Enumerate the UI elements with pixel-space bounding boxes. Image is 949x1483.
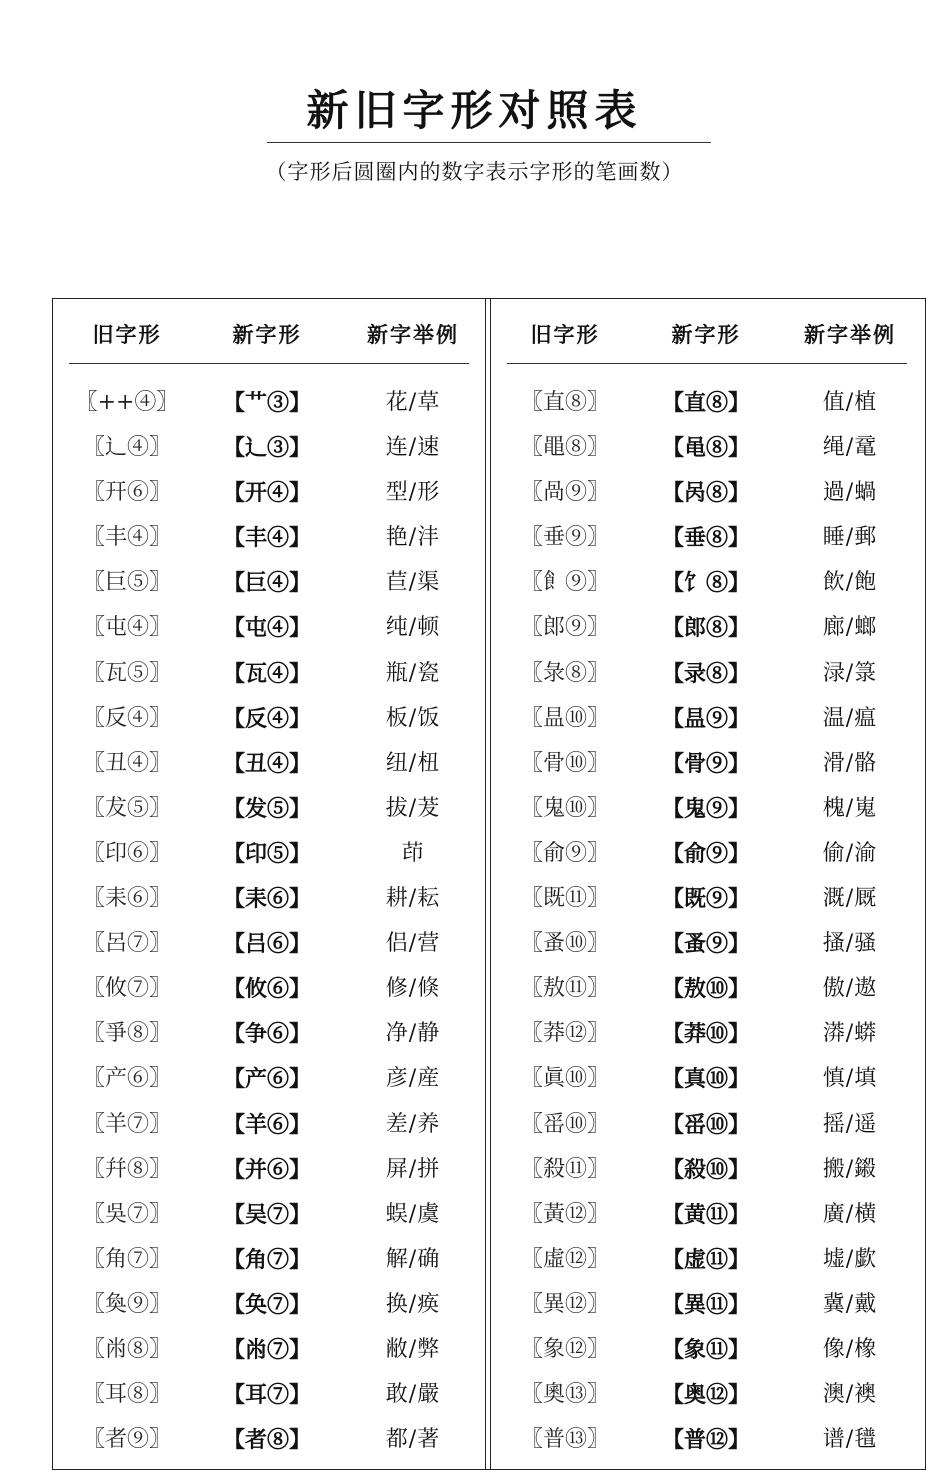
example-chars-cell: 侣/营 [385, 931, 441, 957]
left-rows [53, 381, 485, 1463]
table-row [491, 967, 925, 1012]
old-form-cell: 〖耒⑥〗 [82, 886, 171, 912]
old-form-cell: 〖直⑧〗 [520, 390, 609, 415]
new-form-cell: 【吕⑥】 [222, 931, 311, 958]
old-form-cell: 〖犮⑤〗 [82, 795, 171, 821]
table-row [491, 606, 925, 651]
example-chars-cell: 滑/骼 [822, 750, 878, 776]
table-row [491, 1418, 925, 1463]
table-row [491, 381, 925, 426]
example-chars-cell: 敢/嚴 [385, 1382, 441, 1408]
table-row [491, 1328, 925, 1373]
new-form-cell: 【黾⑧】 [661, 435, 750, 462]
header-old-form: 旧字形 [530, 323, 600, 347]
new-form-cell: 【既⑨】 [661, 886, 750, 913]
table-row [53, 606, 485, 651]
example-chars-cell: 差/养 [385, 1111, 441, 1137]
example-chars-cell: 型/形 [385, 480, 441, 506]
old-form-cell: 〖昷⑩〗 [520, 705, 609, 731]
example-chars-cell: 板/饭 [385, 705, 441, 731]
table-row [491, 1012, 925, 1057]
table-row [491, 471, 925, 516]
old-form-cell: 〖吳⑦〗 [82, 1201, 171, 1227]
example-chars-cell: 像/橡 [822, 1336, 878, 1362]
right-header-row [491, 317, 925, 353]
old-form-cell: 〖角⑦〗 [82, 1246, 171, 1272]
example-chars-cell: 值/植 [822, 390, 878, 415]
new-form-cell: 【鬼⑨】 [661, 795, 750, 822]
table-row [53, 697, 485, 742]
header-new-form: 新字形 [671, 323, 741, 347]
old-form-cell: 〖垂⑨〗 [520, 525, 609, 551]
right-panel [491, 299, 925, 1469]
table-row [491, 426, 925, 471]
example-chars-cell: 拔/茇 [385, 795, 441, 821]
table-row [491, 922, 925, 967]
old-form-cell: 〖辶④〗 [82, 435, 171, 461]
table-row [53, 471, 485, 516]
old-form-cell: 〖攸⑦〗 [82, 976, 171, 1002]
table-row [491, 1148, 925, 1193]
old-form-cell: 〖巨⑤〗 [82, 570, 171, 596]
old-form-cell: 〖者⑨〗 [82, 1427, 171, 1453]
new-form-cell: 【莽⑩】 [661, 1021, 750, 1048]
table-row [491, 1238, 925, 1283]
new-form-cell: 【普⑫】 [661, 1427, 750, 1454]
example-chars-cell: 漭/蟒 [822, 1021, 878, 1047]
new-form-cell: 【吴⑦】 [222, 1201, 311, 1228]
table-row [53, 1012, 485, 1057]
table-row [53, 922, 485, 967]
new-form-cell: 【奂⑦】 [222, 1291, 311, 1318]
new-form-cell: 【丰④】 [222, 525, 311, 552]
example-chars-cell: 净/静 [385, 1021, 441, 1047]
new-form-cell: 【产⑥】 [222, 1066, 311, 1093]
example-chars-cell: 解/确 [385, 1246, 441, 1272]
old-form-cell: 〖骨⑩〗 [520, 750, 609, 776]
table-row [491, 1193, 925, 1238]
right-header-rule [507, 363, 907, 364]
example-chars-cell: 苣/渠 [385, 570, 441, 596]
new-form-cell: 【奥⑫】 [661, 1382, 750, 1409]
old-form-cell: 〖黽⑧〗 [520, 435, 609, 461]
old-form-cell: 〖郎⑨〗 [520, 615, 609, 641]
new-form-cell: 【争⑥】 [222, 1021, 311, 1048]
old-form-cell: 〖爭⑧〗 [82, 1021, 171, 1047]
example-chars-cell: 搔/骚 [822, 931, 878, 957]
new-form-cell: 【辶③】 [222, 435, 311, 462]
page-title: 新旧字形对照表 [306, 86, 643, 135]
old-form-cell: 〖幵⑥〗 [82, 480, 171, 506]
new-form-cell: 【蚤⑨】 [661, 931, 750, 958]
new-form-cell: 【印⑤】 [222, 840, 311, 867]
old-form-cell: 〖異⑫〗 [520, 1291, 609, 1317]
old-form-cell: 〖奧⑬〗 [520, 1382, 609, 1408]
example-chars-cell: 修/倏 [385, 976, 441, 1002]
example-chars-cell: 飲/飽 [822, 570, 878, 596]
new-form-cell: 【呙⑧】 [661, 480, 750, 507]
table-row [53, 1328, 485, 1373]
new-form-cell: 【直⑧】 [661, 390, 750, 416]
example-chars-cell: 花/草 [385, 390, 441, 415]
old-form-cell: 〖眞⑩〗 [520, 1066, 609, 1092]
table-row [491, 561, 925, 606]
new-form-cell: 【发⑤】 [222, 795, 311, 822]
new-form-cell: 【昷⑨】 [661, 705, 750, 732]
table-row [53, 1148, 485, 1193]
left-header-rule [69, 363, 469, 364]
example-chars-cell: 慎/填 [822, 1066, 878, 1092]
example-chars-cell: 艳/沣 [385, 525, 441, 551]
new-form-cell: 【艹③】 [222, 390, 311, 416]
table-row [53, 426, 485, 471]
table-row [491, 787, 925, 832]
old-form-cell: 〖耳⑧〗 [82, 1382, 171, 1408]
example-chars-cell: 槐/嵬 [822, 795, 878, 821]
new-form-cell: 【黄⑪】 [661, 1201, 750, 1228]
example-chars-cell: 茚 [401, 840, 425, 866]
example-chars-cell: 耕/耘 [385, 886, 441, 912]
example-chars-cell: 偷/渝 [822, 840, 878, 866]
old-form-cell: 〖蚤⑩〗 [520, 931, 609, 957]
table-row [491, 1283, 925, 1328]
example-chars-cell: 蜈/虞 [385, 1201, 441, 1227]
example-chars-cell: 温/瘟 [822, 705, 878, 731]
comparison-table [52, 298, 926, 1470]
example-chars-cell: 纯/顿 [385, 615, 441, 641]
old-form-cell: 〖屯④〗 [82, 615, 171, 641]
example-chars-cell: 過/蝸 [822, 480, 878, 506]
old-form-cell: 〖呂⑦〗 [82, 931, 171, 957]
new-form-cell: 【垂⑧】 [661, 525, 750, 552]
new-form-cell: 【开④】 [222, 480, 311, 507]
example-chars-cell: 廣/横 [822, 1201, 878, 1227]
left-panel [53, 299, 485, 1469]
table-row [53, 561, 485, 606]
table-row [53, 877, 485, 922]
table-row [491, 1103, 925, 1148]
old-form-cell: 〖既⑪〗 [520, 886, 609, 912]
new-form-cell: 【巨④】 [222, 570, 311, 597]
new-form-cell: 【象⑪】 [661, 1336, 750, 1363]
example-chars-cell: 渌/箓 [822, 660, 878, 686]
table-row [53, 1373, 485, 1418]
example-chars-cell: 搬/鎩 [822, 1156, 878, 1182]
left-header-row [53, 317, 485, 353]
example-chars-cell: 瓶/瓷 [385, 660, 441, 686]
new-form-cell: 【虚⑪】 [661, 1246, 750, 1273]
old-form-cell: 〖幷⑧〗 [82, 1156, 171, 1182]
old-form-cell: 〖象⑫〗 [520, 1336, 609, 1362]
new-form-cell: 【者⑧】 [222, 1427, 311, 1454]
old-form-cell: 〖敖⑪〗 [520, 976, 609, 1002]
table-row [53, 832, 485, 877]
old-form-cell: 〖普⑬〗 [520, 1427, 609, 1453]
old-form-cell: 〖飠⑨〗 [520, 570, 609, 596]
old-form-cell: 〖彔⑧〗 [520, 660, 609, 686]
new-form-cell: 【录⑧】 [661, 660, 750, 687]
table-row [491, 832, 925, 877]
new-form-cell: 【異⑪】 [661, 1291, 750, 1318]
old-form-cell: 〖㡀⑧〗 [82, 1336, 171, 1362]
table-row [491, 1373, 925, 1418]
example-chars-cell: 摇/遥 [822, 1111, 878, 1137]
table-row [53, 742, 485, 787]
old-form-cell: 〖瓦⑤〗 [82, 660, 171, 686]
header-examples: 新字举例 [367, 323, 459, 347]
new-form-cell: 【耒⑥】 [222, 886, 311, 913]
example-chars-cell: 屏/拼 [385, 1156, 441, 1182]
new-form-cell: 【饣⑧】 [661, 570, 750, 597]
new-form-cell: 【䍃⑩】 [661, 1111, 750, 1138]
header-examples: 新字举例 [804, 323, 896, 347]
old-form-cell: 〖羊⑦〗 [82, 1111, 171, 1137]
new-form-cell: 【㡀⑦】 [222, 1336, 311, 1363]
table-row [53, 1418, 485, 1463]
old-form-cell: 〖丑④〗 [82, 750, 171, 776]
example-chars-cell: 傲/遨 [822, 976, 878, 1002]
old-form-cell: 〖反④〗 [82, 705, 171, 731]
new-form-cell: 【郎⑧】 [661, 615, 750, 642]
table-row [491, 877, 925, 922]
example-chars-cell: 睡/郵 [822, 525, 878, 551]
old-form-cell: 〖殺⑪〗 [520, 1156, 609, 1182]
title-underline [267, 142, 711, 143]
new-form-cell: 【反④】 [222, 705, 311, 732]
old-form-cell: 〖莽⑫〗 [520, 1021, 609, 1047]
table-row [491, 652, 925, 697]
example-chars-cell: 连/速 [385, 435, 441, 461]
example-chars-cell: 澳/襖 [822, 1382, 878, 1408]
table-row [491, 516, 925, 561]
new-form-cell: 【并⑥】 [222, 1156, 311, 1183]
old-form-cell: 〖印⑥〗 [82, 840, 171, 866]
new-form-cell: 【羊⑥】 [222, 1111, 311, 1138]
old-form-cell: 〖鬼⑩〗 [520, 795, 609, 821]
old-form-cell: 〖奐⑨〗 [82, 1291, 171, 1317]
new-form-cell: 【殺⑩】 [661, 1156, 750, 1183]
table-row [53, 381, 485, 426]
table-row [53, 516, 485, 561]
new-form-cell: 【瓦④】 [222, 660, 311, 687]
new-form-cell: 【攸⑥】 [222, 976, 311, 1003]
old-form-cell: 〖䍃⑩〗 [520, 1111, 609, 1137]
new-form-cell: 【耳⑦】 [222, 1382, 311, 1409]
old-form-cell: 〖黃⑫〗 [520, 1201, 609, 1227]
page-subtitle: （字形后圆圈内的数字表示字形的笔画数） [265, 160, 684, 184]
example-chars-cell: 冀/戴 [822, 1291, 878, 1317]
table-row [53, 652, 485, 697]
example-chars-cell: 溉/厩 [822, 886, 878, 912]
old-form-cell: 〖俞⑨〗 [520, 840, 609, 866]
table-row [491, 742, 925, 787]
example-chars-cell: 绳/鼋 [822, 435, 878, 461]
example-chars-cell: 谱/氆 [822, 1427, 878, 1453]
header-old-form: 旧字形 [92, 323, 162, 347]
new-form-cell: 【丑④】 [222, 750, 311, 777]
old-form-cell: 〖丰④〗 [82, 525, 171, 551]
example-chars-cell: 廊/螂 [822, 615, 878, 641]
table-row [53, 967, 485, 1012]
example-chars-cell: 彦/産 [385, 1066, 441, 1092]
table-row [53, 1193, 485, 1238]
old-form-cell: 〖虛⑫〗 [520, 1246, 609, 1272]
example-chars-cell: 敝/弊 [385, 1336, 441, 1362]
new-form-cell: 【敖⑩】 [661, 976, 750, 1003]
new-form-cell: 【骨⑨】 [661, 750, 750, 777]
table-row [491, 697, 925, 742]
example-chars-cell: 都/著 [385, 1427, 441, 1453]
table-row [53, 1103, 485, 1148]
old-form-cell: 〖咼⑨〗 [520, 480, 609, 506]
table-row [53, 1283, 485, 1328]
new-form-cell: 【真⑩】 [661, 1066, 750, 1093]
example-chars-cell: 墟/歔 [822, 1246, 878, 1272]
example-chars-cell: 纽/杻 [385, 750, 441, 776]
table-row [53, 1238, 485, 1283]
example-chars-cell: 换/痪 [385, 1291, 441, 1317]
old-form-cell: 〖++④〗 [75, 390, 179, 415]
table-row [491, 1057, 925, 1102]
table-row [53, 787, 485, 832]
new-form-cell: 【俞⑨】 [661, 840, 750, 867]
table-row [53, 1057, 485, 1102]
new-form-cell: 【角⑦】 [222, 1246, 311, 1273]
header-new-form: 新字形 [232, 323, 302, 347]
right-rows [491, 381, 925, 1463]
new-form-cell: 【屯④】 [222, 615, 311, 642]
old-form-cell: 〖产⑥〗 [82, 1066, 171, 1092]
